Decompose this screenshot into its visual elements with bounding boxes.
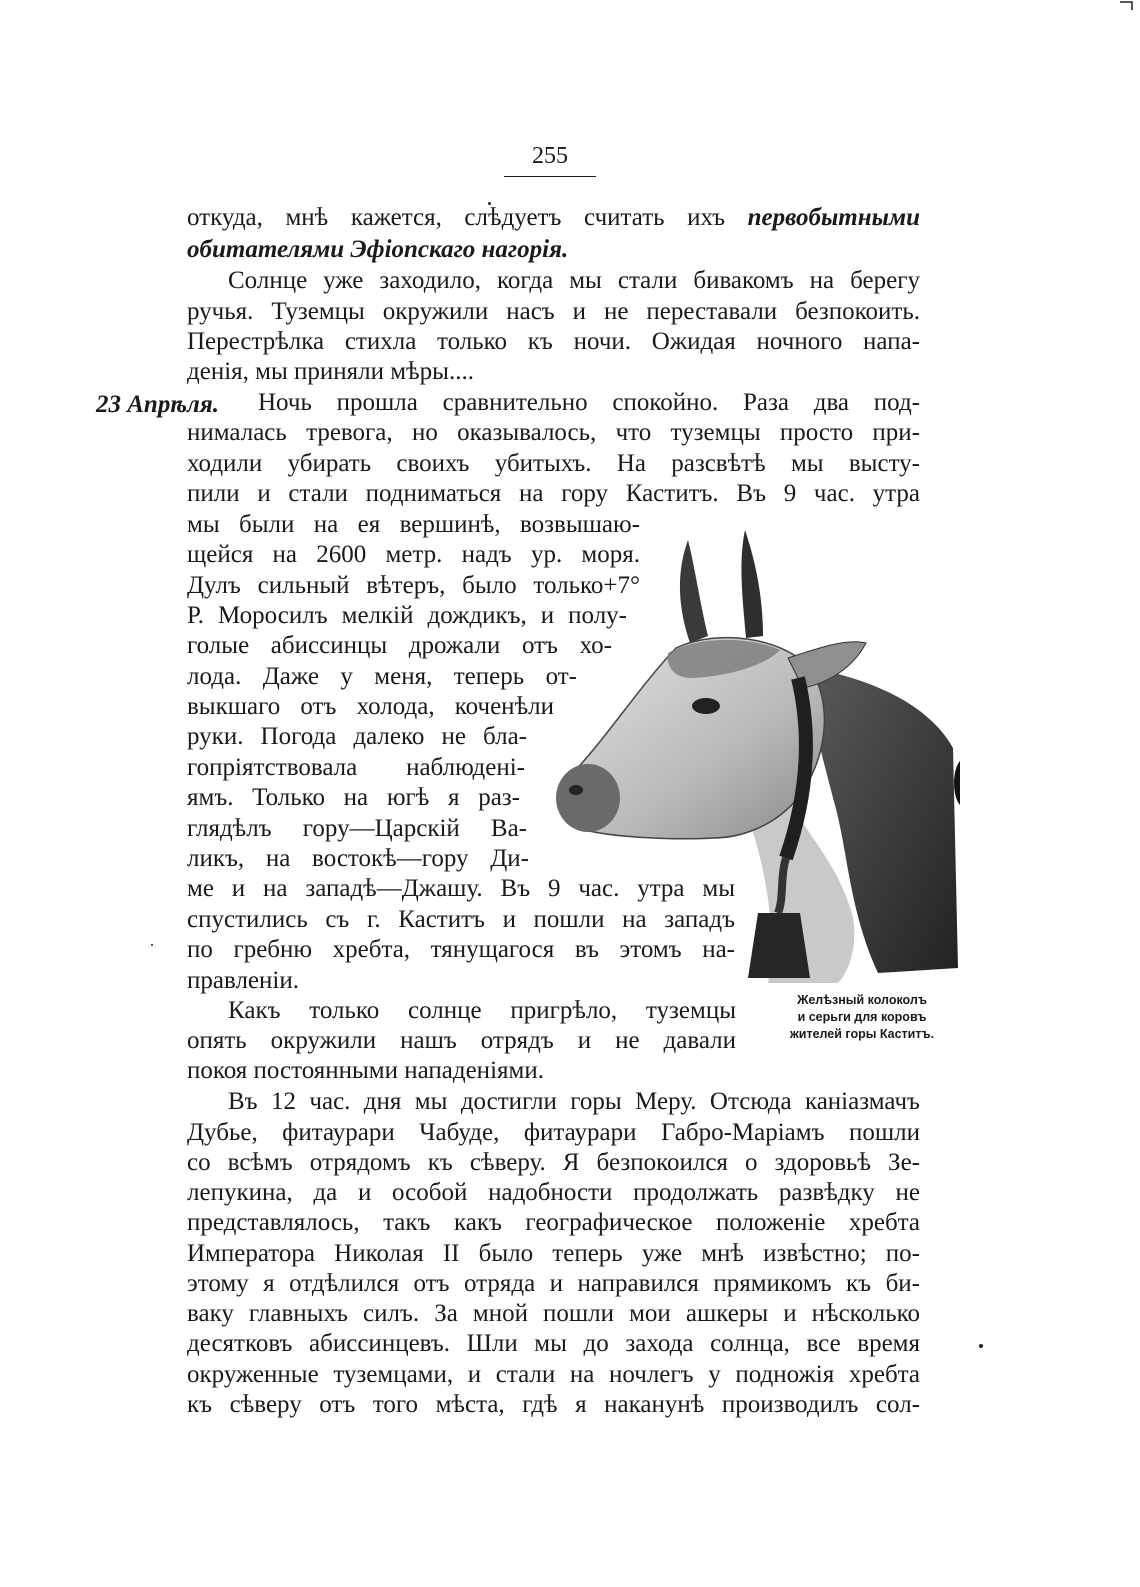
figure-caption	[764, 992, 960, 1043]
text-line: ликъ, на востокѣ—гору Ди-	[187, 845, 529, 872]
text-line-italic: обитателями Эфіопскаго нагорія.	[187, 236, 569, 263]
text-line: Императора Николая II было теперь уже мнѣ извѣстно; по-	[187, 1240, 920, 1267]
italic-emphasis: первобытными	[747, 204, 920, 231]
text-line: щейся на 2600 метр. надъ ур. моря.	[187, 541, 640, 568]
text-line: къ сѣверу отъ того мѣста, гдѣ я наканунѣ производилъ сол-	[187, 1391, 920, 1418]
text-line: голые абиссинцы дрожали отъ хо-	[187, 632, 612, 659]
scan-speck	[979, 1344, 983, 1348]
margin-date: 23 Апрѣля.	[96, 391, 219, 418]
cow-horn-right	[741, 530, 763, 638]
text-line: Перестрѣлка стихла только къ ночи. Ожидая ночного напа-	[187, 328, 920, 355]
text-line: пили и стали подниматься на гору Каститъ. Въ 9 час. утра	[187, 480, 920, 507]
iron-bell	[748, 913, 810, 978]
text-line: Въ 12 час. дня мы достигли горы Меру. Отсюда каніазмачъ	[228, 1088, 920, 1115]
text-line: Дубье, фитаурари Чабуде, фитаурари Габро-Маріамъ пошли	[187, 1119, 920, 1146]
text-line: Дулъ сильный вѣтеръ, было только+7°	[187, 572, 640, 599]
text-line: этому я отдѣлился отъ отряда и направился прямикомъ къ би-	[187, 1270, 920, 1297]
text-line: гопріятствовала наблюдені-	[187, 754, 525, 781]
text-line: десятковъ абиссинцевъ. Шли мы до захода солнца, все время	[187, 1330, 920, 1357]
text-line: опять окружили нашъ отрядъ и не давали	[187, 1027, 736, 1054]
cow-eye	[692, 698, 720, 714]
cow-nostril	[569, 785, 583, 795]
cow-horn-left	[680, 540, 708, 643]
text-line: мы были на ея вершинѣ, возвышаю-	[187, 511, 640, 538]
text-line: правленіи.	[187, 967, 299, 994]
text-line: выкшаго отъ холода, коченѣли	[187, 693, 554, 720]
scan-corner-mark	[1118, 0, 1138, 12]
text-line: по гребню хребта, тянущагося въ этомъ на-	[187, 936, 735, 963]
caption-line: жителей горы Каститъ.	[789, 1027, 935, 1041]
caption-line: и серьги для коровъ	[797, 1010, 927, 1024]
text-line: нималась тревога, но оказывалось, что туземцы просто при-	[187, 419, 920, 446]
text-line: денія, мы приняли мѣры....	[187, 358, 474, 385]
page-number: 255	[532, 143, 568, 169]
text-line	[187, 203, 920, 233]
text-line: глядѣлъ гору—Царскій Ва-	[187, 815, 527, 842]
text-line: окруженные туземцами, и стали на ночлегъ у подножія хребта	[187, 1361, 920, 1388]
text-line: Ночь прошла сравнительно спокойно. Раза два под-	[258, 389, 920, 416]
text-line: Какъ только солнце пригрѣло, туземцы	[228, 997, 736, 1024]
cow-muzzle	[556, 764, 620, 832]
cow-earring	[954, 759, 960, 807]
page-number-rule	[504, 176, 596, 177]
text-line: Солнце уже заходило, когда мы стали бивакомъ на берегу	[228, 267, 920, 294]
text-line: со всѣмъ отрядомъ къ сѣверу. Я безпокоился о здоровьѣ Зе-	[187, 1149, 920, 1176]
text-line: ямъ. Только на югѣ я раз-	[187, 784, 520, 811]
text-line-plain: откуда, мнѣ кажется, слѣдуетъ считать ихъ	[187, 204, 748, 231]
text-line: ходили убирать своихъ убитыхъ. На разсвѣтѣ мы высту-	[187, 450, 920, 477]
text-line: руки. Погода далеко не бла-	[187, 723, 527, 750]
cow-head-illustration	[548, 528, 960, 988]
text-line: покоя постоянными нападеніями.	[187, 1057, 544, 1084]
text-line: лода. Даже у меня, теперь от-	[187, 663, 577, 690]
text-line: лепукина, да и особой надобности продолжать развѣдку не	[187, 1179, 920, 1206]
text-line: ручья. Туземцы окружили насъ и не переставали безпокоить.	[187, 298, 920, 325]
text-line: представлялось, такъ какъ географическое положеніе хребта	[187, 1209, 920, 1236]
caption-line: Желѣзный колоколъ	[797, 993, 927, 1007]
text-line: ваку главныхъ силъ. За мной пошли мои ашкеры и нѣсколько	[187, 1300, 920, 1327]
scan-speck	[151, 944, 153, 946]
text-line: ме и на западѣ—Джашу. Въ 9 час. утра мы	[187, 875, 735, 902]
text-line: спустились съ г. Каститъ и пошли на западъ	[187, 906, 735, 933]
text-line: Р. Моросилъ мелкій дождикъ, и полу-	[187, 602, 627, 629]
